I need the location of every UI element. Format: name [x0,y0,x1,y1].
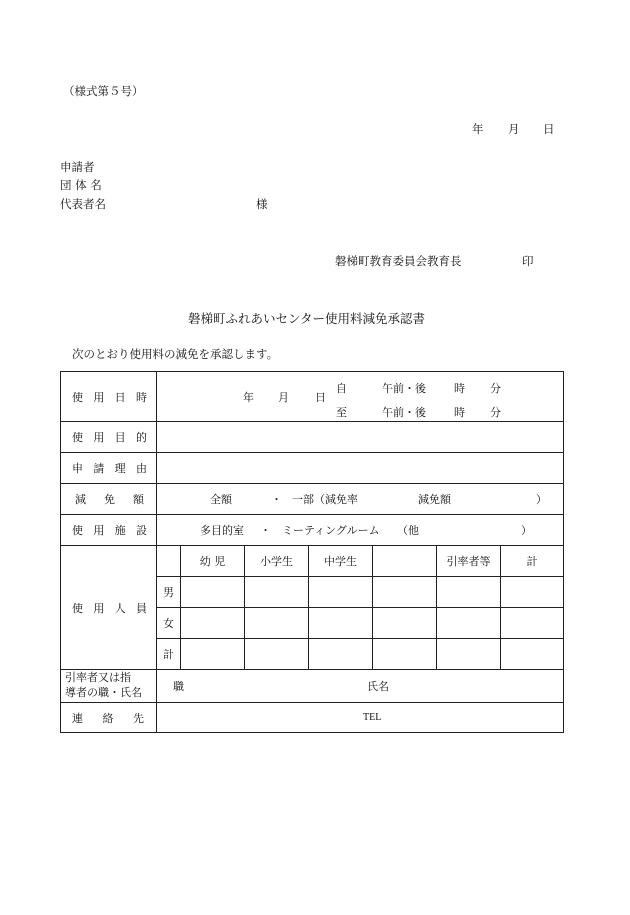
row-purpose [61,422,564,453]
row-facility [61,515,564,546]
intro-text: 次のとおり使用料の減免を承認します。 [72,347,279,361]
usage-datetime-label: 使 用 日 時 [61,372,157,422]
approval-form-table [60,371,564,733]
to-label: 至 [336,406,347,419]
table-cell[interactable] [181,577,245,608]
date-month: 月 [508,122,520,136]
table-cell[interactable] [501,639,564,670]
table-cell[interactable] [373,608,437,639]
row-label-male: 男 [157,577,181,608]
applicant-label: 申請者 [60,160,95,174]
purpose-label: 使 用 目 的 [61,422,157,453]
facility-label: 使 用 施 設 [61,515,157,546]
table-cell[interactable] [501,577,564,608]
table-cell[interactable] [181,639,245,670]
usage-datetime-field[interactable]: 年 月 日 自 至 午前・後 午前・後 時 時 分 分 [157,372,564,422]
honorific: 様 [256,197,268,211]
purpose-field[interactable] [157,422,564,453]
contact-label: 連 絡 先 [61,703,157,733]
row-reduction [61,484,564,515]
table-cell[interactable] [437,608,501,639]
table-cell[interactable] [501,608,564,639]
facility-field[interactable]: 多目的室 ・ ミーティングルーム （他 ） [157,515,564,546]
table-cell[interactable] [309,639,373,670]
representative-label: 代表者名 [60,197,106,211]
leader-field[interactable] [157,670,564,703]
form-number: （様式第５号） [63,84,144,98]
reason-field[interactable] [157,453,564,484]
leader-label: 引率者又は指 導者の職・氏名 [61,670,157,703]
users-corner [157,546,181,577]
table-cell[interactable] [373,639,437,670]
row-label-female: 女 [157,608,181,639]
col-blank[interactable] [373,546,437,577]
table-cell[interactable] [309,577,373,608]
table-cell[interactable] [437,577,501,608]
col-total: 計 [501,546,564,577]
issuer-name: 磐梯町教育委員会教育長 [335,254,462,268]
document-title: 磐梯町ふれあいセンター使用料減免承認書 [188,311,426,326]
row-label-total: 計 [157,639,181,670]
from-label: 自 [336,382,347,395]
table-cell[interactable] [245,577,309,608]
table-cell[interactable] [181,608,245,639]
reason-label: 申 請 理 由 [61,453,157,484]
table-cell[interactable] [437,639,501,670]
table-cell[interactable] [245,639,309,670]
col-elementary: 小学生 [245,546,309,577]
row-usage-datetime [61,372,564,422]
date-day: 日 [543,122,555,136]
org-name-label: 団 体 名 [60,178,102,192]
col-junior-high: 中学生 [309,546,373,577]
row-reason [61,453,564,484]
reduction-field[interactable]: 全額 ・ 一部（減免率 減免額 ） [157,484,564,515]
leader-position-label: 職 [173,680,184,693]
col-infant: 幼 児 [181,546,245,577]
row-contact [61,703,564,733]
reduction-label: 減 免 額 [61,484,157,515]
row-users-header [61,546,564,577]
table-cell[interactable] [373,577,437,608]
tel-label: TEL [363,712,382,723]
row-leader [61,670,564,703]
contact-field[interactable] [157,703,564,733]
date-year: 年 [472,122,484,136]
col-chaperone: 引率者等 [437,546,501,577]
users-label: 使 用 人 員 [61,546,157,670]
table-cell[interactable] [309,608,373,639]
leader-name-label: 氏名 [367,680,389,693]
seal-mark: 印 [522,254,534,268]
table-cell[interactable] [245,608,309,639]
